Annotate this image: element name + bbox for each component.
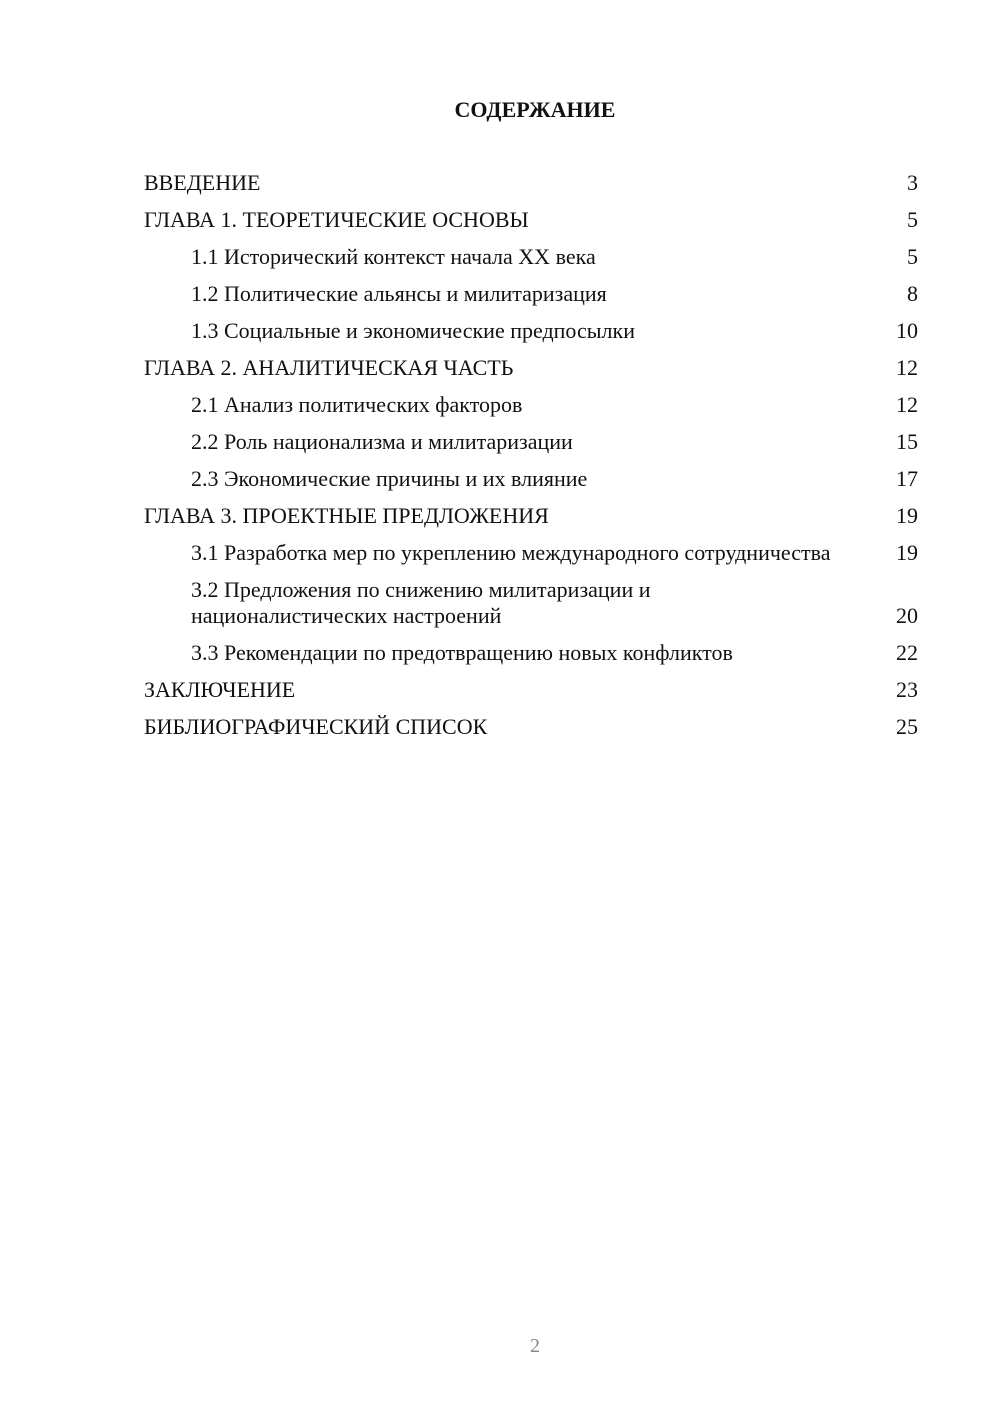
toc-entry-label: 1.2 Политические альянсы и милитаризация bbox=[191, 281, 607, 306]
toc-entry-label: ГЛАВА 1. ТЕОРЕТИЧЕСКИЕ ОСНОВЫ bbox=[144, 207, 529, 232]
toc-entry-section-3-2 bbox=[144, 577, 918, 629]
table-of-contents bbox=[144, 170, 918, 751]
toc-entry-section-2-3 bbox=[144, 466, 918, 492]
toc-entry-page: 12 bbox=[896, 355, 918, 380]
toc-entry-label: ЗАКЛЮЧЕНИЕ bbox=[144, 677, 296, 702]
toc-entry-bibliography bbox=[144, 714, 918, 740]
toc-entry-page: 17 bbox=[896, 466, 918, 491]
toc-entry-section-2-2 bbox=[144, 429, 918, 455]
toc-entry-page: 5 bbox=[907, 207, 918, 232]
toc-entry-section-1-2 bbox=[144, 281, 918, 307]
toc-entry-page: 20 bbox=[896, 603, 918, 628]
page-title: СОДЕРЖАНИЕ bbox=[454, 97, 616, 122]
toc-entry-page: 23 bbox=[896, 677, 918, 702]
toc-entry-page: 25 bbox=[896, 714, 918, 739]
toc-entry-section-2-1 bbox=[144, 392, 918, 418]
toc-entry-label: 3.3 Рекомендации по предотвращению новых конфликтов bbox=[191, 640, 733, 665]
toc-entry-page: 8 bbox=[907, 281, 918, 306]
toc-entry-page: 19 bbox=[896, 540, 918, 565]
toc-entry-conclusion bbox=[144, 677, 918, 703]
toc-entry-chapter-3 bbox=[144, 503, 918, 529]
toc-entry-page: 19 bbox=[896, 503, 918, 528]
toc-entry-page: 5 bbox=[907, 244, 918, 269]
page-number: 2 bbox=[530, 1335, 540, 1357]
toc-entry-label: 2.3 Экономические причины и их влияние bbox=[191, 466, 588, 491]
toc-entry-label: ГЛАВА 2. АНАЛИТИЧЕСКАЯ ЧАСТЬ bbox=[144, 355, 514, 380]
toc-entry-section-1-1 bbox=[144, 244, 918, 270]
toc-entry-label: 2.1 Анализ политических факторов bbox=[191, 392, 523, 417]
toc-entry-page: 22 bbox=[896, 640, 918, 665]
toc-entry-section-3-1 bbox=[144, 540, 918, 566]
toc-entry-label: БИБЛИОГРАФИЧЕСКИЙ СПИСОК bbox=[144, 714, 488, 739]
toc-entry-introduction bbox=[144, 170, 918, 196]
toc-entry-section-1-3 bbox=[144, 318, 918, 344]
toc-entry-page: 12 bbox=[896, 392, 918, 417]
toc-entry-chapter-2 bbox=[144, 355, 918, 381]
toc-entry-label: 3.2 Предложения по снижению милитаризации и националистических настроений bbox=[191, 577, 651, 628]
toc-entry-page: 3 bbox=[907, 170, 918, 195]
toc-entry-label: 1.1 Исторический контекст начала XX века bbox=[191, 244, 596, 269]
toc-entry-label: ВВЕДЕНИЕ bbox=[144, 170, 261, 195]
toc-entry-label: 3.1 Разработка мер по укреплению международного сотрудничества bbox=[191, 540, 831, 565]
toc-entry-page: 15 bbox=[896, 429, 918, 454]
toc-entry-label: 2.2 Роль национализма и милитаризации bbox=[191, 429, 573, 454]
toc-entry-page: 10 bbox=[896, 318, 918, 343]
toc-entry-chapter-1 bbox=[144, 207, 918, 233]
toc-entry-label: 1.3 Социальные и экономические предпосылки bbox=[191, 318, 635, 343]
toc-entry-label: ГЛАВА 3. ПРОЕКТНЫЕ ПРЕДЛОЖЕНИЯ bbox=[144, 503, 549, 528]
toc-entry-section-3-3 bbox=[144, 640, 918, 666]
